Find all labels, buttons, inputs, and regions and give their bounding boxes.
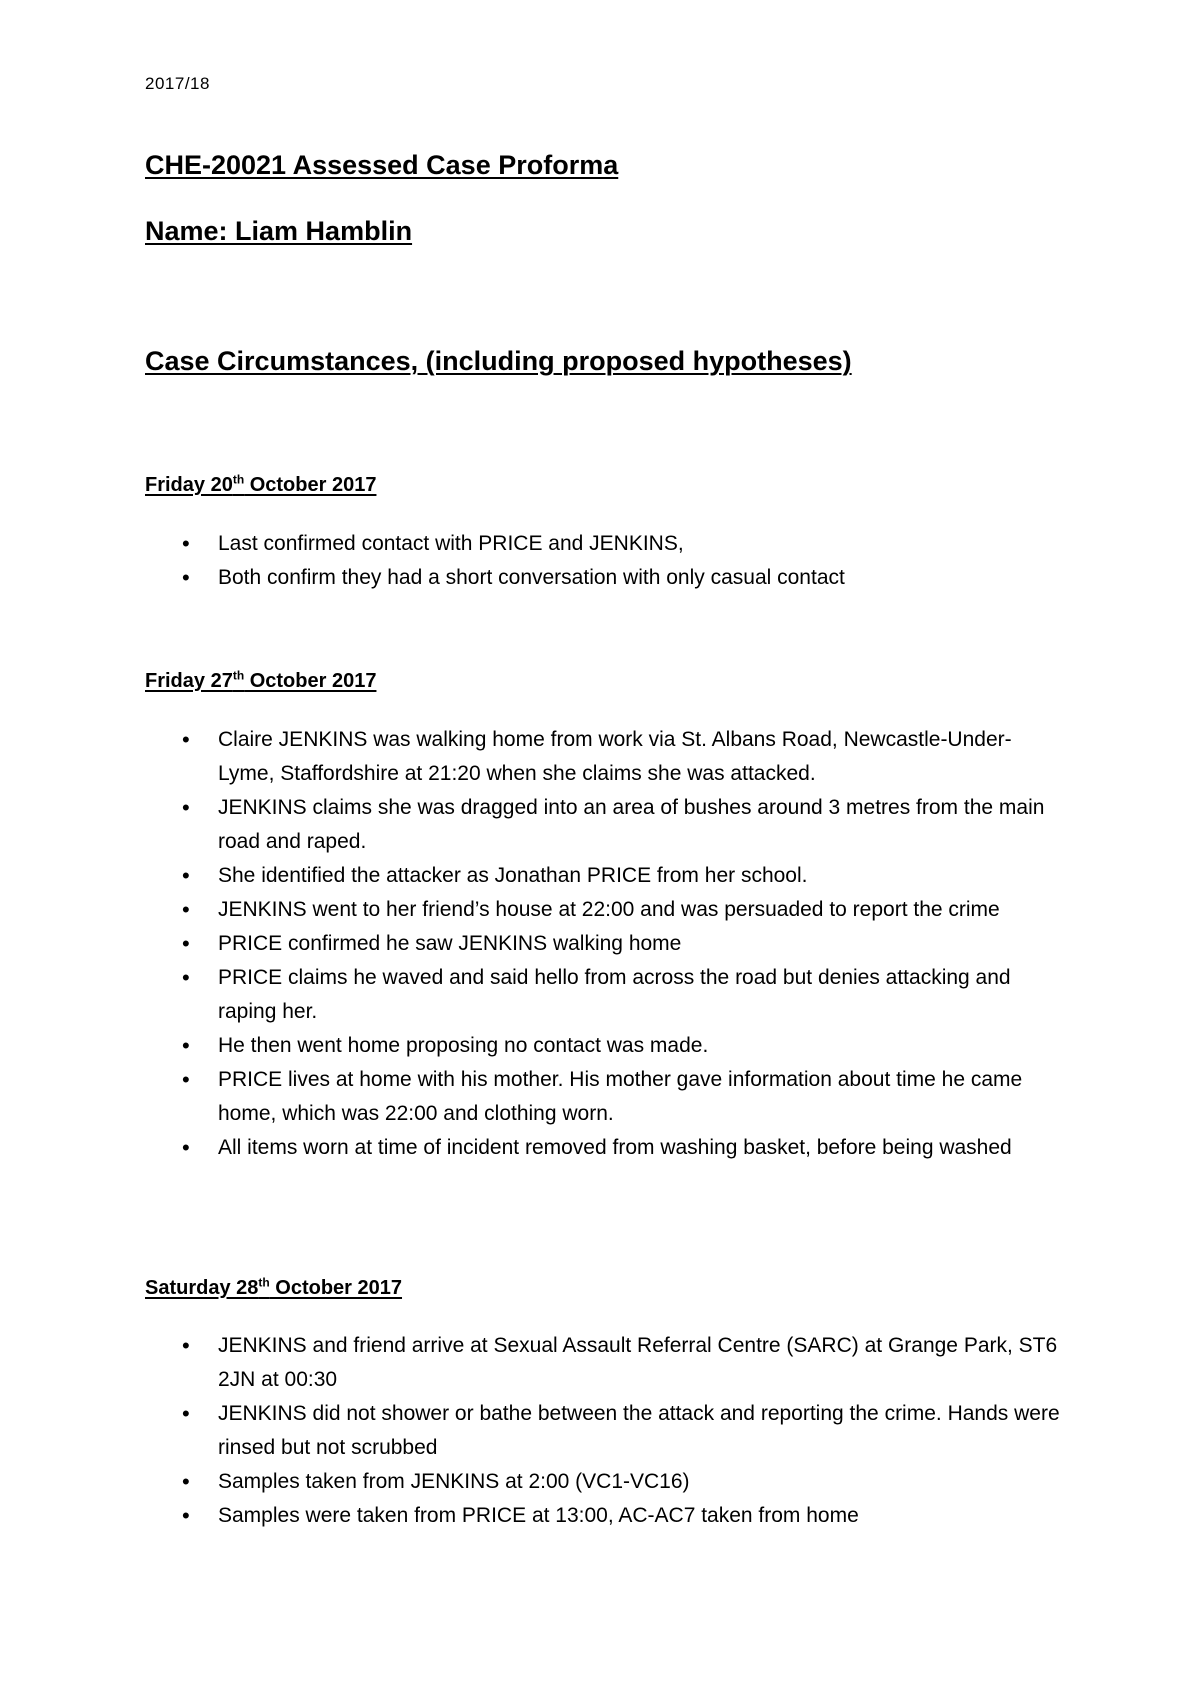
document-title: CHE-20021 Assessed Case Proforma [145, 150, 619, 180]
section-list-saturday-28 [145, 1329, 1065, 1533]
section-heading-saturday-28 [145, 1277, 402, 1300]
list-item: • Claire JENKINS was walking home from work via St. Albans Road, Newcastle-Under-Lyme, Staffordshire at 21:20 when she claims she was attacked. [145, 723, 1065, 791]
list-item: • PRICE claims he waved and said hello from across the road but denies attacking and raping her. [145, 961, 1065, 1029]
section-day-suffix: th [232, 472, 245, 487]
section-day-prefix: Friday 20 [145, 474, 233, 496]
section-day-suffix: th [258, 1275, 270, 1290]
list-item: • PRICE confirmed he saw JENKINS walking home [145, 927, 1065, 961]
list-item: • JENKINS went to her friend’s house at 22:00 and was persuaded to report the crime [145, 893, 1065, 927]
section-heading-friday-20 [145, 474, 376, 497]
list-item: • All items worn at time of incident removed from washing basket, before being washed [145, 1131, 1065, 1165]
list-item: • Samples taken from JENKINS at 2:00 (VC1-VC16) [145, 1465, 1065, 1499]
section-day-suffix: th [232, 668, 245, 683]
list-item: • Both confirm they had a short conversation with only casual contact [145, 561, 1065, 595]
section-list-friday-20 [145, 527, 1065, 595]
list-item: • JENKINS claims she was dragged into an area of bushes around 3 metres from the main road and raped. [145, 791, 1065, 859]
student-name: Name: Liam Hamblin [145, 216, 413, 246]
list-item: • Last confirmed contact with PRICE and JENKINS, [145, 527, 1065, 561]
section-day-rest: October 2017 [244, 474, 377, 496]
section-list-friday-27 [145, 723, 1065, 1165]
list-item: • She identified the attacker as Jonathan PRICE from her school. [145, 859, 1065, 893]
list-item: • JENKINS did not shower or bathe between the attack and reporting the crime. Hands were rinsed but not scrubbed [145, 1397, 1065, 1465]
case-circumstances-heading: Case Circumstances, (including proposed hypotheses) [145, 346, 852, 376]
section-day-prefix: Friday 27 [145, 670, 233, 692]
list-item: • PRICE lives at home with his mother. His mother gave information about time he came home, which was 22:00 and clothing worn. [145, 1063, 1065, 1131]
section-heading-friday-27 [145, 670, 376, 693]
header-year: 2017/18 [145, 74, 210, 93]
section-day-prefix: Saturday 28 [145, 1277, 259, 1299]
list-item: • JENKINS and friend arrive at Sexual Assault Referral Centre (SARC) at Grange Park, ST6 2JN at 00:30 [145, 1329, 1065, 1397]
list-item: • Samples were taken from PRICE at 13:00, AC-AC7 taken from home [145, 1499, 1065, 1533]
section-day-rest: October 2017 [269, 1277, 403, 1299]
section-day-rest: October 2017 [244, 670, 377, 692]
list-item: • He then went home proposing no contact was made. [145, 1029, 1065, 1063]
